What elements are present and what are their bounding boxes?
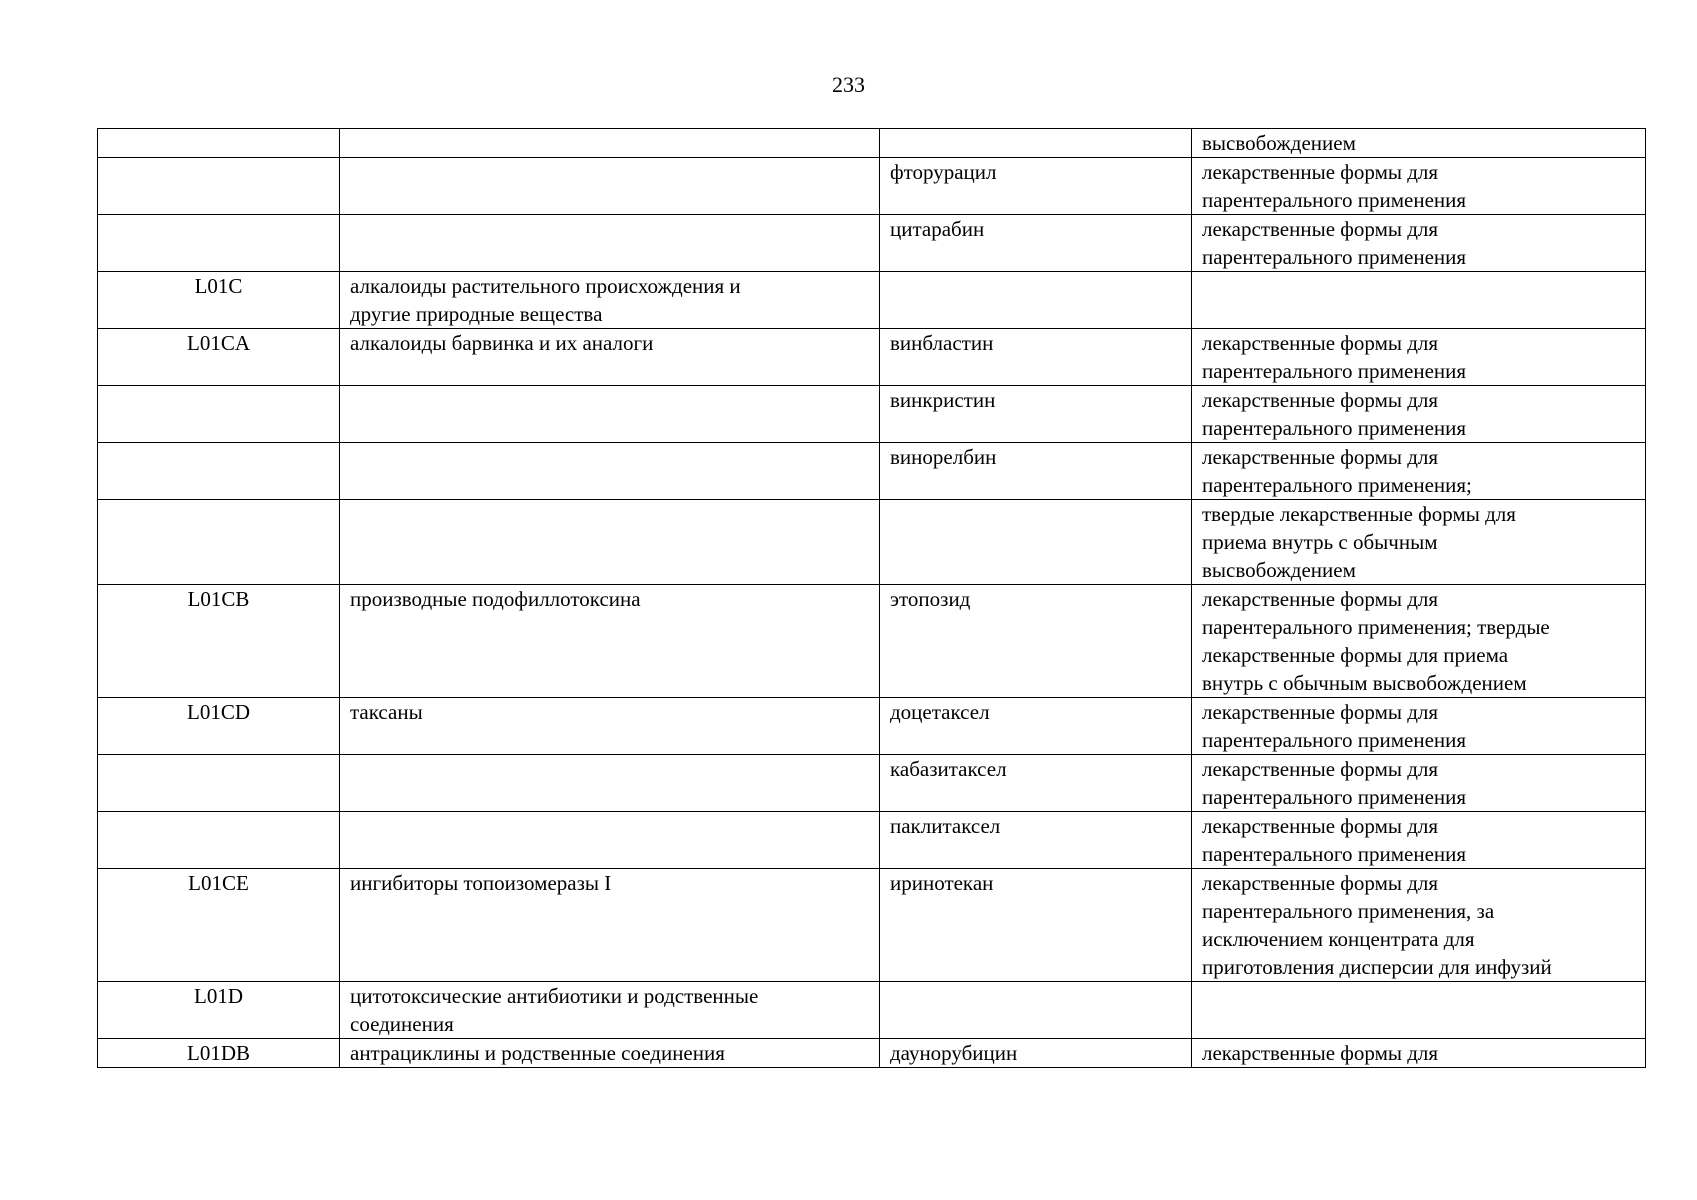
table-row xyxy=(98,272,1646,329)
dosage-form-cell xyxy=(1192,982,1646,1039)
table-row xyxy=(98,585,1646,698)
drug-name-cell xyxy=(880,215,1192,272)
dosage-form-text: парентерального применения; твердые xyxy=(1202,615,1550,639)
drug-name-cell xyxy=(880,698,1192,755)
anatomical-group-cell xyxy=(340,698,880,755)
drug-name: иринотекан xyxy=(890,871,994,895)
dosage-form-cell xyxy=(1192,812,1646,869)
anatomical-group-cell xyxy=(340,585,880,698)
dosage-form-cell xyxy=(1192,585,1646,698)
dosage-form-text: лекарственные формы для xyxy=(1202,331,1439,355)
drug-name: цитарабин xyxy=(890,217,985,241)
table-row xyxy=(98,215,1646,272)
atc-code-cell xyxy=(98,500,340,585)
table-row xyxy=(98,982,1646,1039)
drug-name-cell xyxy=(880,158,1192,215)
dosage-form-text: парентерального применения xyxy=(1202,245,1467,269)
dosage-form-cell xyxy=(1192,500,1646,585)
table-row xyxy=(98,443,1646,500)
atc-code: L01D xyxy=(194,984,243,1008)
table-row xyxy=(98,129,1646,158)
page-number: 233 xyxy=(832,72,865,97)
atc-code: L01CA xyxy=(187,331,250,355)
anatomical-group-cell xyxy=(340,755,880,812)
drug-name-cell xyxy=(880,443,1192,500)
drug-name-cell xyxy=(880,812,1192,869)
table-row xyxy=(98,158,1646,215)
dosage-form-cell xyxy=(1192,443,1646,500)
dosage-form-cell xyxy=(1192,755,1646,812)
anatomical-group-text: антрациклины и родственные соединения xyxy=(350,1041,725,1065)
dosage-form-text: лекарственные формы для xyxy=(1202,445,1439,469)
atc-code-cell xyxy=(98,812,340,869)
atc-code: L01DB xyxy=(187,1041,250,1065)
drug-name-cell xyxy=(880,272,1192,329)
dosage-form-text: лекарственные формы для xyxy=(1202,1041,1439,1065)
anatomical-group-cell xyxy=(340,272,880,329)
dosage-form-cell xyxy=(1192,869,1646,982)
dosage-form-cell xyxy=(1192,272,1646,329)
atc-code-cell xyxy=(98,869,340,982)
dosage-form-text: парентерального применения; xyxy=(1202,473,1472,497)
anatomical-group-cell xyxy=(340,329,880,386)
drug-name-cell xyxy=(880,585,1192,698)
dosage-form-cell xyxy=(1192,329,1646,386)
dosage-form-text: парентерального применения, за xyxy=(1202,899,1495,923)
atc-code-cell xyxy=(98,698,340,755)
atc-code: L01CD xyxy=(187,700,250,724)
atc-code-cell xyxy=(98,158,340,215)
drug-name: доцетаксел xyxy=(890,700,990,724)
anatomical-group-cell xyxy=(340,386,880,443)
dosage-form-text: лекарственные формы для приема xyxy=(1202,643,1509,667)
dosage-form-text: лекарственные формы для xyxy=(1202,160,1439,184)
drug-name: винорелбин xyxy=(890,445,997,469)
anatomical-group-cell xyxy=(340,443,880,500)
table-row xyxy=(98,869,1646,982)
atc-code-cell xyxy=(98,386,340,443)
atc-code-cell xyxy=(98,585,340,698)
drug-name-cell xyxy=(880,129,1192,158)
dosage-form-text: парентерального применения xyxy=(1202,416,1467,440)
drug-name: винкристин xyxy=(890,388,996,412)
atc-code-cell xyxy=(98,129,340,158)
dosage-form-cell xyxy=(1192,215,1646,272)
drug-name: винбластин xyxy=(890,331,994,355)
drug-name-cell xyxy=(880,386,1192,443)
anatomical-group-cell xyxy=(340,1039,880,1068)
dosage-form-text: твердые лекарственные формы для xyxy=(1202,502,1516,526)
dosage-form-cell xyxy=(1192,158,1646,215)
dosage-form-text: лекарственные формы для xyxy=(1202,217,1439,241)
dosage-form-text: парентерального применения xyxy=(1202,842,1467,866)
atc-code-cell xyxy=(98,443,340,500)
drug-name-cell xyxy=(880,982,1192,1039)
table-row xyxy=(98,329,1646,386)
dosage-form-cell xyxy=(1192,386,1646,443)
dosage-form-text: исключением концентрата для xyxy=(1202,927,1475,951)
anatomical-group-cell xyxy=(340,215,880,272)
anatomical-group-text: другие природные вещества xyxy=(350,302,603,326)
table-row xyxy=(98,812,1646,869)
dosage-form-text: лекарственные формы для xyxy=(1202,814,1439,838)
dosage-form-text: парентерального применения xyxy=(1202,359,1467,383)
dosage-form-cell xyxy=(1192,698,1646,755)
drug-name-cell xyxy=(880,1039,1192,1068)
drug-name: кабазитаксел xyxy=(890,757,1007,781)
atc-code-cell xyxy=(98,1039,340,1068)
dosage-form-text: лекарственные формы для xyxy=(1202,388,1439,412)
drug-name-cell xyxy=(880,500,1192,585)
dosage-form-cell xyxy=(1192,1039,1646,1068)
dosage-form-text: внутрь с обычным высвобождением xyxy=(1202,671,1527,695)
anatomical-group-text: алкалоиды барвинка и их аналоги xyxy=(350,331,654,355)
dosage-form-text: парентерального применения xyxy=(1202,785,1467,809)
anatomical-group-cell xyxy=(340,500,880,585)
dosage-form-text: высвобождением xyxy=(1202,558,1356,582)
drug-name: этопозид xyxy=(890,587,971,611)
dosage-form-text: лекарственные формы для xyxy=(1202,587,1439,611)
anatomical-group-cell xyxy=(340,812,880,869)
anatomical-group-cell xyxy=(340,129,880,158)
anatomical-group-text: производные подофиллотоксина xyxy=(350,587,641,611)
atc-code-cell xyxy=(98,272,340,329)
atc-code-cell xyxy=(98,215,340,272)
anatomical-group-cell xyxy=(340,158,880,215)
atc-code-cell xyxy=(98,982,340,1039)
dosage-form-text: лекарственные формы для xyxy=(1202,757,1439,781)
table-row xyxy=(98,755,1646,812)
drug-table xyxy=(97,128,1646,1068)
anatomical-group-text: соединения xyxy=(350,1012,454,1036)
anatomical-group-text: таксаны xyxy=(350,700,423,724)
atc-code: L01CB xyxy=(187,587,250,611)
dosage-form-text: парентерального применения xyxy=(1202,188,1467,212)
drug-table-body xyxy=(98,129,1646,1068)
anatomical-group-cell xyxy=(340,982,880,1039)
table-row xyxy=(98,1039,1646,1068)
anatomical-group-text: алкалоиды растительного происхождения и xyxy=(350,274,741,298)
drug-name: паклитаксел xyxy=(890,814,1001,838)
table-row xyxy=(98,698,1646,755)
dosage-form-text: лекарственные формы для xyxy=(1202,700,1439,724)
table-row xyxy=(98,500,1646,585)
atc-code-cell xyxy=(98,329,340,386)
dosage-form-text: парентерального применения xyxy=(1202,728,1467,752)
table-row xyxy=(98,386,1646,443)
drug-name-cell xyxy=(880,755,1192,812)
dosage-form-text: лекарственные формы для xyxy=(1202,871,1439,895)
atc-code: L01C xyxy=(194,274,243,298)
anatomical-group-cell xyxy=(340,869,880,982)
atc-code-cell xyxy=(98,755,340,812)
drug-name-cell xyxy=(880,329,1192,386)
dosage-form-text: приготовления дисперсии для инфузий xyxy=(1202,955,1552,979)
dosage-form-text: высвобождением xyxy=(1202,131,1356,155)
anatomical-group-text: ингибиторы топоизомеразы I xyxy=(350,871,612,895)
drug-name: фторурацил xyxy=(890,160,997,184)
drug-name-cell xyxy=(880,869,1192,982)
atc-code: L01CE xyxy=(188,871,249,895)
anatomical-group-text: цитотоксические антибиотики и родственные xyxy=(350,984,759,1008)
dosage-form-text: приема внутрь с обычным xyxy=(1202,530,1438,554)
drug-name: даунорубицин xyxy=(890,1041,1018,1065)
dosage-form-cell xyxy=(1192,129,1646,158)
